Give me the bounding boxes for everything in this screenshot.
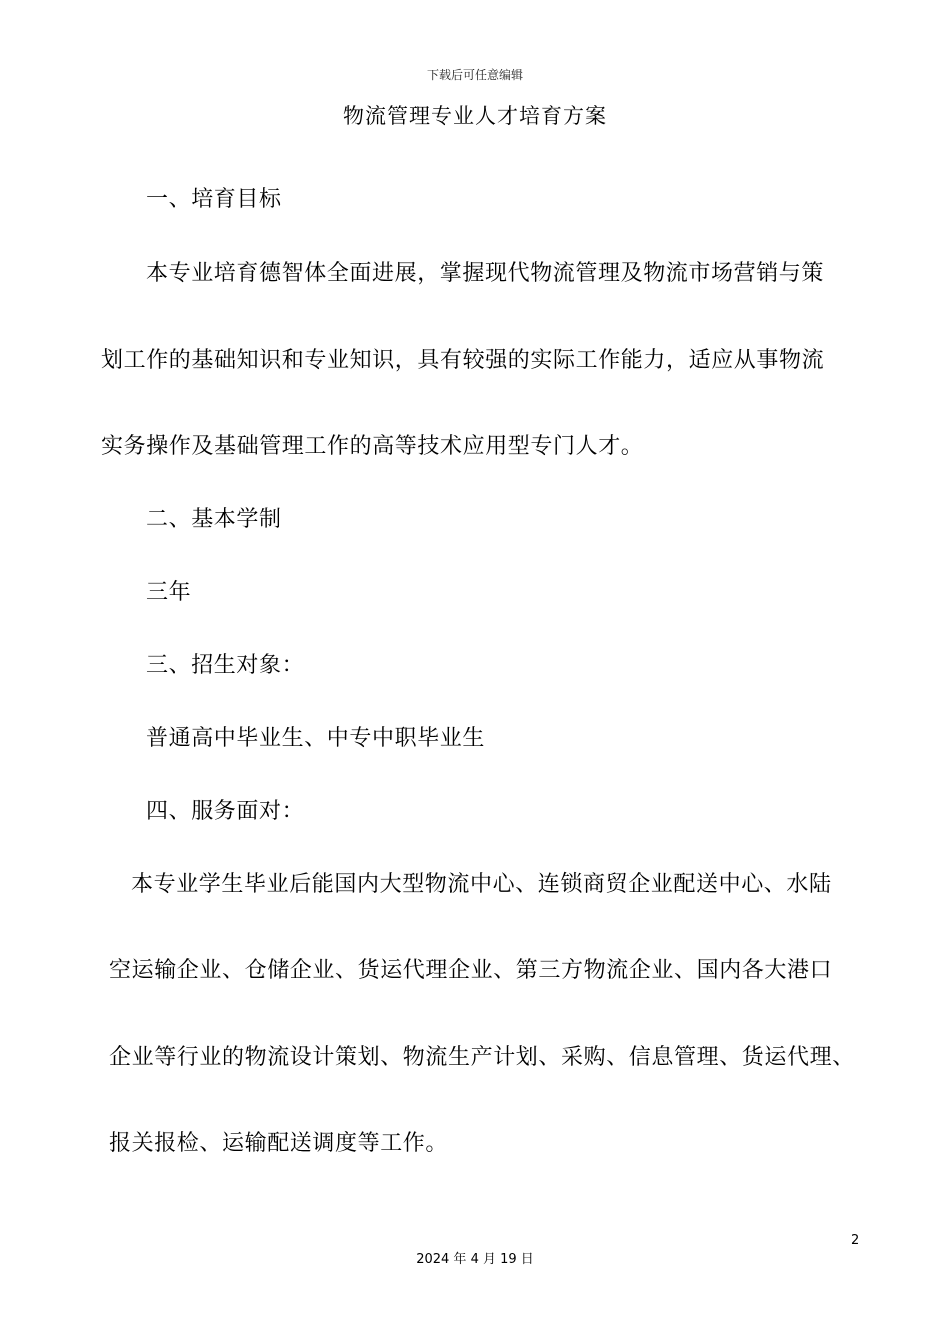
section-heading-goal: 一、培育目标	[146, 187, 282, 212]
section-heading-enrollment: 三、招生对象：	[146, 653, 305, 678]
section-heading-duration: 二、基本学制	[146, 507, 282, 532]
service-paragraph-line-1: 本专业学生毕业后能国内大型物流中心、连锁商贸企业配送中心、水陆	[131, 872, 832, 897]
page-number: 2	[851, 1233, 860, 1248]
section-heading-service: 四、服务面对：	[146, 799, 305, 824]
header-note: 下载后可任意编辑	[426, 68, 523, 82]
enrollment-text: 普通高中毕业生、中专中职毕业生	[146, 726, 486, 751]
goal-paragraph-line-3: 实务操作及基础管理工作的高等技术应用型专门人才。	[101, 434, 644, 459]
service-paragraph-line-3: 企业等行业的物流设计策划、物流生产计划、采购、信息管理、货运代理、	[109, 1045, 855, 1070]
goal-paragraph-line-2: 划工作的基础知识和专业知识，具有较强的实际工作能力，适应从事物流	[101, 348, 825, 373]
goal-paragraph-line-1: 本专业培育德智体全面进展，掌握现代物流管理及物流市场营销与策	[146, 261, 825, 286]
duration-text: 三年	[146, 580, 192, 605]
page-title: 物流管理专业人才培育方案	[343, 104, 607, 128]
service-paragraph-line-4: 报关报检、运输配送调度等工作。	[109, 1131, 449, 1156]
footer-date: 2024 年 4 月 19 日	[416, 1252, 534, 1267]
service-paragraph-line-2: 空运输企业、仓储企业、货运代理企业、第三方物流企业、国内各大港口	[109, 958, 833, 983]
